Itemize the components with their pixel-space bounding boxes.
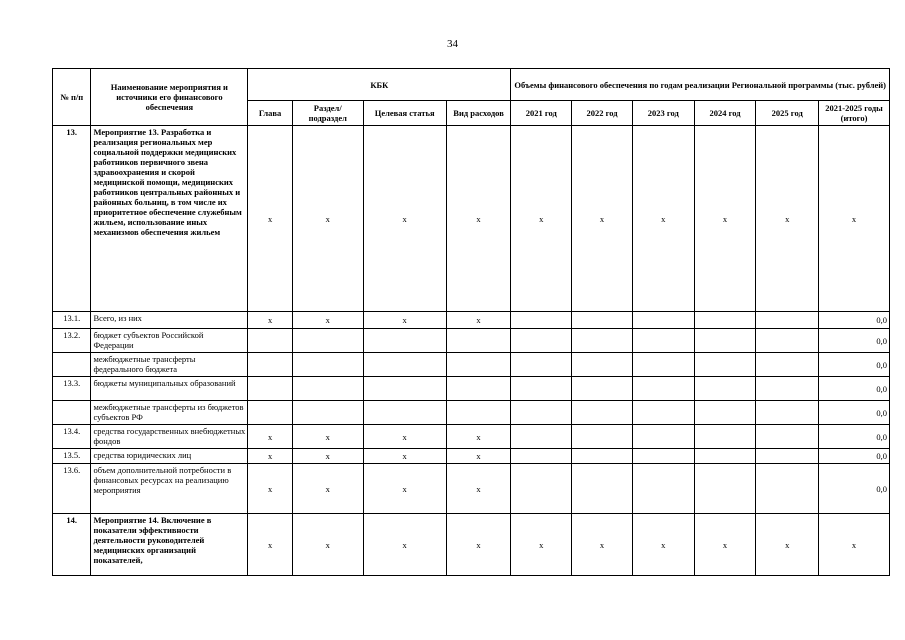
header-2022: 2022 год xyxy=(572,101,633,126)
cell: x xyxy=(632,126,694,312)
row-name: Мероприятие 13. Разработка и реализация региональных мер социальной поддержки медицинских работников первичного звена здравоохранения и скорой медицинской помощи, медицинских работников центральных районных и районных больниц, в том числе их приоритетное обеспечение служебным жильем, использование иных механизмов обеспечения жильем xyxy=(91,126,248,312)
cell: x xyxy=(446,514,511,576)
row-num: 13.2. xyxy=(53,329,91,353)
row-name: бюджет субъектов Российской Федерации xyxy=(91,329,248,353)
header-2025: 2025 год xyxy=(756,101,819,126)
cell: x xyxy=(363,312,446,329)
cell: x xyxy=(446,464,511,514)
cell xyxy=(694,401,756,425)
header-razdel: Раздел/ подраздел xyxy=(292,101,363,126)
cell xyxy=(632,401,694,425)
cell xyxy=(248,401,293,425)
header-celevaya: Целевая статья xyxy=(363,101,446,126)
row-name: средства государственных внебюджетных фондов xyxy=(91,425,248,449)
header-2021: 2021 год xyxy=(511,101,572,126)
cell: 0,0 xyxy=(819,401,890,425)
cell xyxy=(572,425,633,449)
cell: x xyxy=(572,514,633,576)
cell: x xyxy=(756,126,819,312)
table-row xyxy=(53,464,890,514)
cell xyxy=(756,377,819,401)
cell xyxy=(511,464,572,514)
table-row xyxy=(53,514,890,576)
cell: x xyxy=(248,312,293,329)
row-num: 13. xyxy=(53,126,91,312)
row-name: объем дополнительной потребности в финансовых ресурсах на реализацию мероприятия xyxy=(91,464,248,514)
cell xyxy=(248,329,293,353)
header-name: Наименование мероприятия и источники его финансового обеспечения xyxy=(91,69,248,126)
row-name: межбюджетные трансферты федерального бюджета xyxy=(91,353,248,377)
table-row xyxy=(53,401,890,425)
cell xyxy=(363,401,446,425)
cell xyxy=(511,449,572,464)
cell xyxy=(572,377,633,401)
cell xyxy=(363,353,446,377)
row-num: 14. xyxy=(53,514,91,576)
cell xyxy=(292,329,363,353)
cell xyxy=(511,312,572,329)
cell: x xyxy=(511,126,572,312)
cell xyxy=(363,377,446,401)
cell xyxy=(446,329,511,353)
table-row xyxy=(53,312,890,329)
cell: x xyxy=(819,126,890,312)
financing-table xyxy=(52,68,890,576)
cell: x xyxy=(248,425,293,449)
cell: x xyxy=(446,449,511,464)
cell: x xyxy=(446,126,511,312)
cell: 0,0 xyxy=(819,312,890,329)
row-name: средства юридических лиц xyxy=(91,449,248,464)
cell: x xyxy=(248,514,293,576)
header-volumes: Объемы финансового обеспечения по годам реализации Региональной программы (тыс. рублей) xyxy=(511,69,890,101)
cell xyxy=(572,353,633,377)
cell xyxy=(292,353,363,377)
cell xyxy=(694,312,756,329)
cell: 0,0 xyxy=(819,449,890,464)
cell: x xyxy=(446,312,511,329)
header-total: 2021-2025 годы (итого) xyxy=(819,101,890,126)
row-name: Всего, из них xyxy=(91,312,248,329)
cell: 0,0 xyxy=(819,329,890,353)
row-num: 13.1. xyxy=(53,312,91,329)
cell xyxy=(511,401,572,425)
cell xyxy=(511,353,572,377)
row-num xyxy=(53,353,91,377)
cell: x xyxy=(446,425,511,449)
cell: x xyxy=(819,514,890,576)
cell xyxy=(694,353,756,377)
table-row xyxy=(53,425,890,449)
cell: 0,0 xyxy=(819,464,890,514)
cell xyxy=(511,425,572,449)
row-num: 13.6. xyxy=(53,464,91,514)
cell xyxy=(572,464,633,514)
header-2024: 2024 год xyxy=(694,101,756,126)
cell xyxy=(694,329,756,353)
cell: x xyxy=(292,514,363,576)
row-num xyxy=(53,401,91,425)
cell: x xyxy=(248,464,293,514)
header-vid: Вид расходов xyxy=(446,101,511,126)
cell xyxy=(756,449,819,464)
header-num: № п/п xyxy=(53,69,91,126)
cell xyxy=(632,353,694,377)
table-row xyxy=(53,449,890,464)
cell xyxy=(572,312,633,329)
cell xyxy=(756,329,819,353)
cell: 0,0 xyxy=(819,377,890,401)
cell xyxy=(756,312,819,329)
cell xyxy=(446,353,511,377)
cell xyxy=(632,464,694,514)
cell: x xyxy=(363,126,446,312)
cell xyxy=(756,464,819,514)
cell: x xyxy=(248,449,293,464)
header-2023: 2023 год xyxy=(632,101,694,126)
row-num: 13.4. xyxy=(53,425,91,449)
cell: x xyxy=(694,126,756,312)
cell xyxy=(756,401,819,425)
cell: x xyxy=(292,425,363,449)
table-row xyxy=(53,353,890,377)
cell xyxy=(632,312,694,329)
row-name: межбюджетные трансферты из бюджетов субъектов РФ xyxy=(91,401,248,425)
cell xyxy=(572,329,633,353)
cell: x xyxy=(363,425,446,449)
table-row xyxy=(53,377,890,401)
cell xyxy=(572,401,633,425)
cell xyxy=(446,401,511,425)
cell: x xyxy=(632,514,694,576)
cell: x xyxy=(694,514,756,576)
cell xyxy=(756,425,819,449)
cell: x xyxy=(511,514,572,576)
cell xyxy=(632,377,694,401)
cell xyxy=(248,353,293,377)
row-num: 13.5. xyxy=(53,449,91,464)
cell: x xyxy=(363,464,446,514)
cell: x xyxy=(756,514,819,576)
cell xyxy=(694,425,756,449)
page-number: 34 xyxy=(447,38,458,50)
row-name: Мероприятие 14. Включение в показатели эффективности деятельности руководителей медицинских организаций показателей, xyxy=(91,514,248,576)
header-glava: Глава xyxy=(248,101,293,126)
cell xyxy=(632,449,694,464)
cell xyxy=(632,329,694,353)
table-row xyxy=(53,329,890,353)
cell xyxy=(511,329,572,353)
cell xyxy=(632,425,694,449)
row-name: бюджеты муниципальных образований xyxy=(91,377,248,401)
cell xyxy=(292,377,363,401)
cell: x xyxy=(248,126,293,312)
cell: x xyxy=(363,514,446,576)
cell xyxy=(363,329,446,353)
cell: x xyxy=(572,126,633,312)
cell: x xyxy=(292,464,363,514)
cell: x xyxy=(292,449,363,464)
cell: 0,0 xyxy=(819,425,890,449)
cell xyxy=(511,377,572,401)
cell: 0,0 xyxy=(819,353,890,377)
table-row xyxy=(53,126,890,312)
cell xyxy=(446,377,511,401)
cell: x xyxy=(363,449,446,464)
cell xyxy=(694,377,756,401)
cell xyxy=(694,464,756,514)
row-num: 13.3. xyxy=(53,377,91,401)
cell xyxy=(694,449,756,464)
cell xyxy=(756,353,819,377)
header-kbk: КБК xyxy=(248,69,511,101)
cell xyxy=(248,377,293,401)
cell xyxy=(292,401,363,425)
cell: x xyxy=(292,126,363,312)
cell: x xyxy=(292,312,363,329)
cell xyxy=(572,449,633,464)
